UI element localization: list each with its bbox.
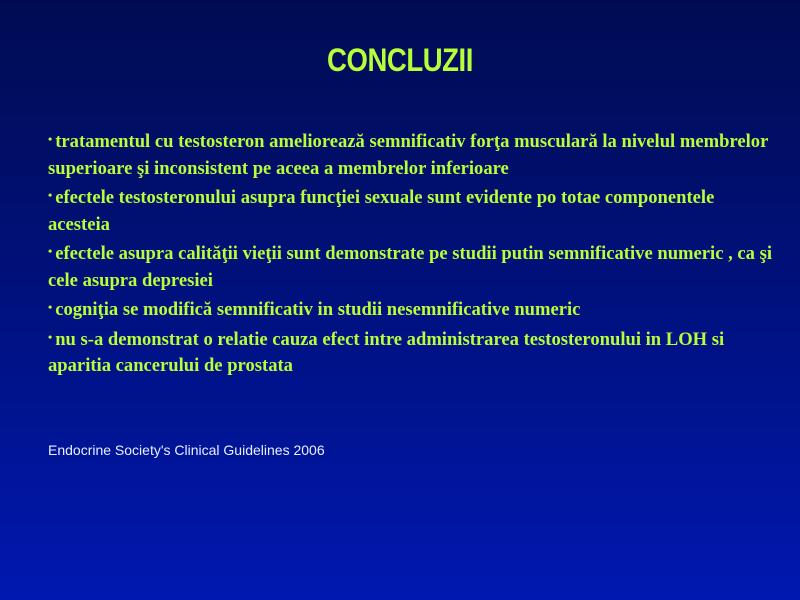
bullet-icon: • <box>48 300 53 314</box>
conclusions-list <box>48 126 778 380</box>
list-item <box>48 324 778 380</box>
bullet-text: efectele testosteronului asupra funcţiei sexuale sunt evidente po totae componentele acesteia <box>48 187 715 235</box>
bullet-text: nu s-a demonstrat o relatie cauza efect intre administrarea testosteronului in LOH si aparitia cancerului de prostata <box>48 328 725 376</box>
slide-title: CONCLUZII <box>327 42 473 78</box>
bullet-icon: • <box>48 329 53 344</box>
list-item <box>48 126 778 182</box>
bullet-icon: • <box>48 188 53 202</box>
list-item <box>48 182 778 238</box>
bullet-text: tratamentul cu testosteron ameliorează semnificativ forţa musculară la nivelul membrelor superioare şi inconsistent pe aceea a membrelor inferioare <box>48 131 768 179</box>
bullet-icon: • <box>48 132 53 146</box>
bullet-icon: • <box>48 244 53 258</box>
bullet-text: efectele asupra calităţii vieţii sunt demonstrate pe studii putin semnificative numeric , ca şi cele asupra depresiei <box>48 243 773 291</box>
bullet-text: cogniţia se modifică semnificativ in studii nesemnificative numeric <box>55 299 581 320</box>
list-item <box>48 294 778 324</box>
source-citation: Endocrine Society's Clinical Guidelines 2006 <box>48 442 325 458</box>
list-item <box>48 238 778 294</box>
